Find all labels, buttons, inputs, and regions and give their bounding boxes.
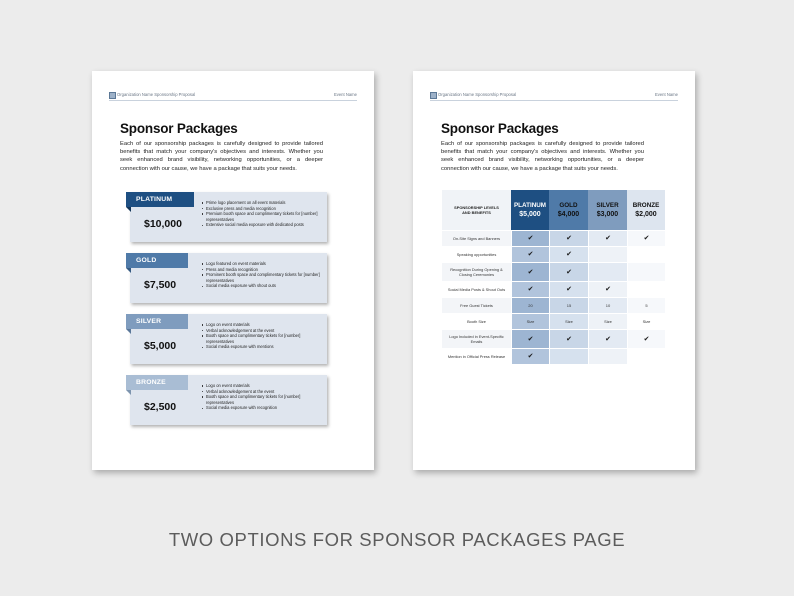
table-cell <box>588 230 627 246</box>
package-benefits-list <box>201 322 326 350</box>
table-row-benefit: Free Guest Tickets <box>442 297 511 313</box>
table-cell <box>588 262 627 281</box>
package-benefits-list <box>201 261 326 289</box>
table-row-benefit: Logo Included in Event-Specific Emails <box>442 329 511 348</box>
page-header <box>109 92 357 101</box>
tier-header-gold <box>549 190 588 230</box>
table-row-benefit: Mention in Official Press Release <box>442 348 511 364</box>
package-tier-label: PLATINUM <box>126 192 194 207</box>
table-cell: Size <box>549 313 588 329</box>
document-page-option-1 <box>92 71 374 470</box>
package-price: $5,000 <box>144 340 177 352</box>
benefit-item: Press and media recognition <box>206 267 326 273</box>
check-icon: ✔ <box>643 335 650 343</box>
package-price: $10,000 <box>144 218 182 230</box>
benefit-item: Social media exposure with recognition <box>206 405 326 411</box>
table-cell <box>627 348 665 364</box>
benefit-item: Booth space and complimentary tickets for [number] representatives <box>206 394 326 405</box>
benefit-item: Verbal acknowledgement at the event <box>206 389 326 395</box>
check-icon: ✔ <box>527 251 534 258</box>
table-cell <box>549 262 588 281</box>
tier-header-bronze <box>627 190 665 230</box>
table-cell: 20 <box>511 297 549 313</box>
check-icon: ✔ <box>566 286 572 293</box>
table-cell <box>627 246 665 262</box>
table-cell <box>511 348 549 364</box>
benefit-item: Premium booth space and complimentary tickets for [number] representatives <box>206 211 326 222</box>
tier-name: PLATINUM <box>513 202 547 209</box>
benefit-item: Exclusive press and media recognition <box>206 206 326 212</box>
table-cell <box>549 329 588 348</box>
table-cell <box>511 230 549 246</box>
tier-header-silver <box>588 190 627 230</box>
benefit-item: Logo on event materials <box>206 383 326 389</box>
header-org-label: Organization Name Sponsorship Proposal <box>438 92 517 97</box>
page-title: Sponsor Packages <box>120 121 238 136</box>
intro-paragraph: Each of our sponsorship packages is carefully designed to provide tailored benefits that match your company's objectives and interests. Whether you seek enhanced brand visibility, networking opportunities, or a deeper connection with our cause, we have a package that suits your needs. <box>441 141 644 172</box>
check-icon: ✔ <box>527 268 534 276</box>
table-row-benefit: Recognition During Opening & Closing Ceremonies <box>442 262 511 281</box>
tier-header-platinum <box>511 190 549 230</box>
table-cell <box>627 281 665 297</box>
package-tier-label: GOLD <box>126 253 188 268</box>
benefit-item: Prominent booth space and complimentary tickets for [number] representatives <box>206 272 326 283</box>
table-cell <box>549 348 588 364</box>
benefit-item: Logo featured on event materials <box>206 261 326 267</box>
table-row-benefit: On-Site Signs and Banners <box>442 230 511 246</box>
table-cell <box>549 230 588 246</box>
package-tier-label: SILVER <box>126 314 188 329</box>
table-cell <box>588 281 627 297</box>
table-cell <box>511 281 549 297</box>
check-icon: ✔ <box>605 286 611 293</box>
tier-name: BRONZE <box>632 202 660 209</box>
table-cell: Size <box>627 313 665 329</box>
header-event-label: Event Name <box>654 92 678 97</box>
tier-name: GOLD <box>559 202 578 209</box>
tier-price: $4,000 <box>557 211 580 218</box>
package-card-bronze <box>130 375 327 425</box>
page-header <box>430 92 678 101</box>
table-cell: Size <box>511 313 549 329</box>
table-cell: 15 <box>549 297 588 313</box>
package-card-platinum <box>130 192 327 242</box>
benefit-item: Logo on event materials <box>206 322 326 328</box>
table-cell <box>588 246 627 262</box>
check-icon: ✔ <box>566 251 572 258</box>
table-row-benefit: Speaking opportunities <box>442 246 511 262</box>
check-icon: ✔ <box>527 235 534 242</box>
benefit-item: Prime logo placement on all event materials <box>206 200 326 206</box>
logo-icon <box>109 92 116 99</box>
tier-price: $3,000 <box>596 211 619 218</box>
tier-name: SILVER <box>596 202 619 209</box>
logo-icon <box>430 92 437 99</box>
benefit-item: Social media exposure with shout outs <box>206 283 326 289</box>
table-row-benefit: Booth Size <box>442 313 511 329</box>
benefit-item: Booth space and complimentary tickets for [number] representatives <box>206 333 326 344</box>
package-price: $7,500 <box>144 279 177 291</box>
page-title: Sponsor Packages <box>441 121 559 136</box>
benefit-item: Verbal acknowledgement at the event <box>206 328 326 334</box>
check-icon: ✔ <box>527 335 534 343</box>
table-cell <box>588 348 627 364</box>
package-benefits-list <box>201 200 326 228</box>
check-icon: ✔ <box>527 353 534 360</box>
check-icon: ✔ <box>643 235 650 242</box>
benefit-item: Social media exposure with mentions <box>206 344 326 350</box>
check-icon: ✔ <box>605 335 611 343</box>
document-page-option-2 <box>413 71 695 470</box>
tier-price: $2,000 <box>635 211 657 218</box>
package-card-silver <box>130 314 327 364</box>
table-cell <box>627 262 665 281</box>
check-icon: ✔ <box>566 268 572 276</box>
package-card-gold <box>130 253 327 303</box>
table-cell: 10 <box>588 297 627 313</box>
check-icon: ✔ <box>566 235 572 242</box>
package-price: $2,500 <box>144 401 177 413</box>
package-benefits-list <box>201 383 326 411</box>
intro-paragraph: Each of our sponsorship packages is carefully designed to provide tailored benefits that match your company's objectives and interests. Whether you seek enhanced brand visibility, networking opportunities, or a deeper connection with our cause, we have a package that suits your needs. <box>120 141 323 172</box>
tier-price: $5,000 <box>519 211 541 218</box>
table-cell <box>627 230 665 246</box>
table-cell <box>511 262 549 281</box>
check-icon: ✔ <box>605 235 611 242</box>
table-cell <box>549 246 588 262</box>
table-cell <box>511 246 549 262</box>
benefit-item: Extensive social media exposure with dedicated posts <box>206 222 326 228</box>
table-cell <box>549 281 588 297</box>
table-cell <box>627 329 665 348</box>
table-cell: 5 <box>627 297 665 313</box>
table-corner-label: SPONSORSHIP LEVELS AND BENEFITS <box>442 190 511 230</box>
header-org-label: Organization Name Sponsorship Proposal <box>117 92 196 97</box>
check-icon: ✔ <box>566 335 572 343</box>
table-row-benefit: Social Media Posts & Shout Outs <box>442 281 511 297</box>
table-cell <box>511 329 549 348</box>
header-event-label: Event Name <box>333 92 357 97</box>
caption: TWO OPTIONS FOR SPONSOR PACKAGES PAGE <box>168 529 626 550</box>
package-tier-label: BRONZE <box>126 375 188 390</box>
table-cell <box>588 329 627 348</box>
check-icon: ✔ <box>527 286 534 293</box>
table-cell: Size <box>588 313 627 329</box>
